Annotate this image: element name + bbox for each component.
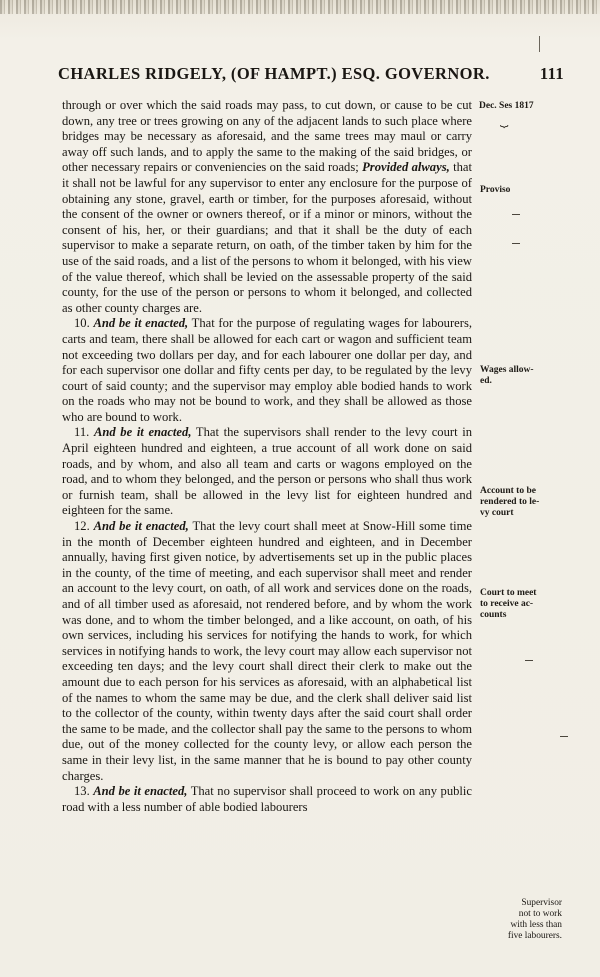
margin-note-supervisor: Supervisor not to work with less than five labourers.	[507, 898, 562, 941]
margin-note-account: Account to be rendered to le- vy court	[480, 486, 540, 518]
margin-brace: ⏟	[500, 113, 509, 128]
paragraph-section-10: 10. And be it enacted, That for the purpose of regulating wages for labourers, carts and team, there shall be allowed for each cart or wagon and sufficient team not exceeding two dollars per day, and for each labourer one dollar per day, and for each supervisor one dollar and fifty cents per day, to be regulated by the levy court of said county; and the supervisor may employ able bodied hands to work on the roads who may not be bound to work, and they shall be allowed as those who are bound to work.	[62, 316, 472, 424]
margin-note-proviso: Proviso	[480, 185, 511, 195]
margin-note-wages: Wages allow- ed.	[480, 365, 534, 386]
italic-provided: Provided always,	[362, 160, 450, 175]
paragraph-section-12: 12. And be it enacted, That the levy court shall meet at Snow-Hill some time in the month of December eighteen hundred and eighteen, and in December annually, having first given notice, by advertisements set up in the public places in the county, of the time of meeting, and each supervisor shall meet and render an account to the levy court, on oath, of all work and services done on the roads, and of all timber used as aforesaid, not rendered before, and by whom the work was done, and to whom the timber belonged, and a like account, on oath, of his own services, including his services for notifying the hands to work, for which services in notifying hands to work, the levy court may allow each supervisor not exceeding ten days; and the levy court shall direct their clerk to make out the amount due to each person for his services as aforesaid, with an alphabetical list of the names to whom the same may be due, and the clerk shall deliver said list to the collector of the county, within twenty days after the said court shall order the same to be made, and the collector shall pay the same to the persons to whom due, out of the money collected for the county levy, or allow each person the same in their levy list, in the same manner that he is bound to pay other county charges.	[62, 519, 473, 783]
margin-dash	[512, 214, 520, 215]
running-header	[58, 64, 568, 90]
main-body-text	[62, 98, 472, 815]
header-title: CHARLES RIDGELY, (OF HAMPT.) ESQ. GOVERNOR.	[58, 64, 490, 83]
paragraph-section-11: 11. And be it enacted, That the supervisors shall render to the levy court in April eighteen hundred and eighteen, a true account of all work done on said roads, and by whom, and also all team and carts or wagons employed on the road, and to whom they belonged, and the person or persons who shall thus work or furnish team, shall be allowed in the levy list for eighteen hundred and eighteen for the same.	[62, 425, 473, 518]
paragraph-section-13: 13. And be it enacted, That no supervisor shall proceed to work on any public road with a less number of able bodied labourers	[62, 784, 473, 814]
margin-note-court: Court to meet to receive ac- counts	[480, 588, 537, 620]
scan-edge-noise	[0, 0, 600, 14]
paragraph-continued: through or over which the said roads may pass, to cut down, or cause to be cut down, any tree or trees growing on any of the adjacent lands to such place where bridges may be necessary as aforesaid, and the same trees may maul or carry away off such lands, and to apply the same to the making of the said bridges, or other necessary repairs or conveniencies on the said roads; Provided always, that it shall not be lawful for any supervisor to enter any enclosure for the purpose of obtaining any stone, gravel, earth or timber, for the purposes aforesaid, without the consent of the owner or owners thereof, or if a minor or minors, without the consent of his, her, or their guardians; and that it shall be the duty of each supervisor to make a separate return, on oath, of the timber taken by him for the use of the said roads, and a list of the persons to whom it belonged, with his view of the value thereof, which shall be levied on the assessable property of the said county, for the use of the person or persons to whom it belonged, and collected as other county charges are.	[62, 98, 472, 315]
margin-tick-mark	[539, 36, 540, 52]
margin-note-date: Dec. Ses 1817	[479, 101, 534, 111]
margin-dash	[512, 243, 520, 244]
margin-dash	[525, 660, 533, 661]
margin-dash	[560, 736, 568, 737]
page-number: 111	[539, 64, 564, 83]
